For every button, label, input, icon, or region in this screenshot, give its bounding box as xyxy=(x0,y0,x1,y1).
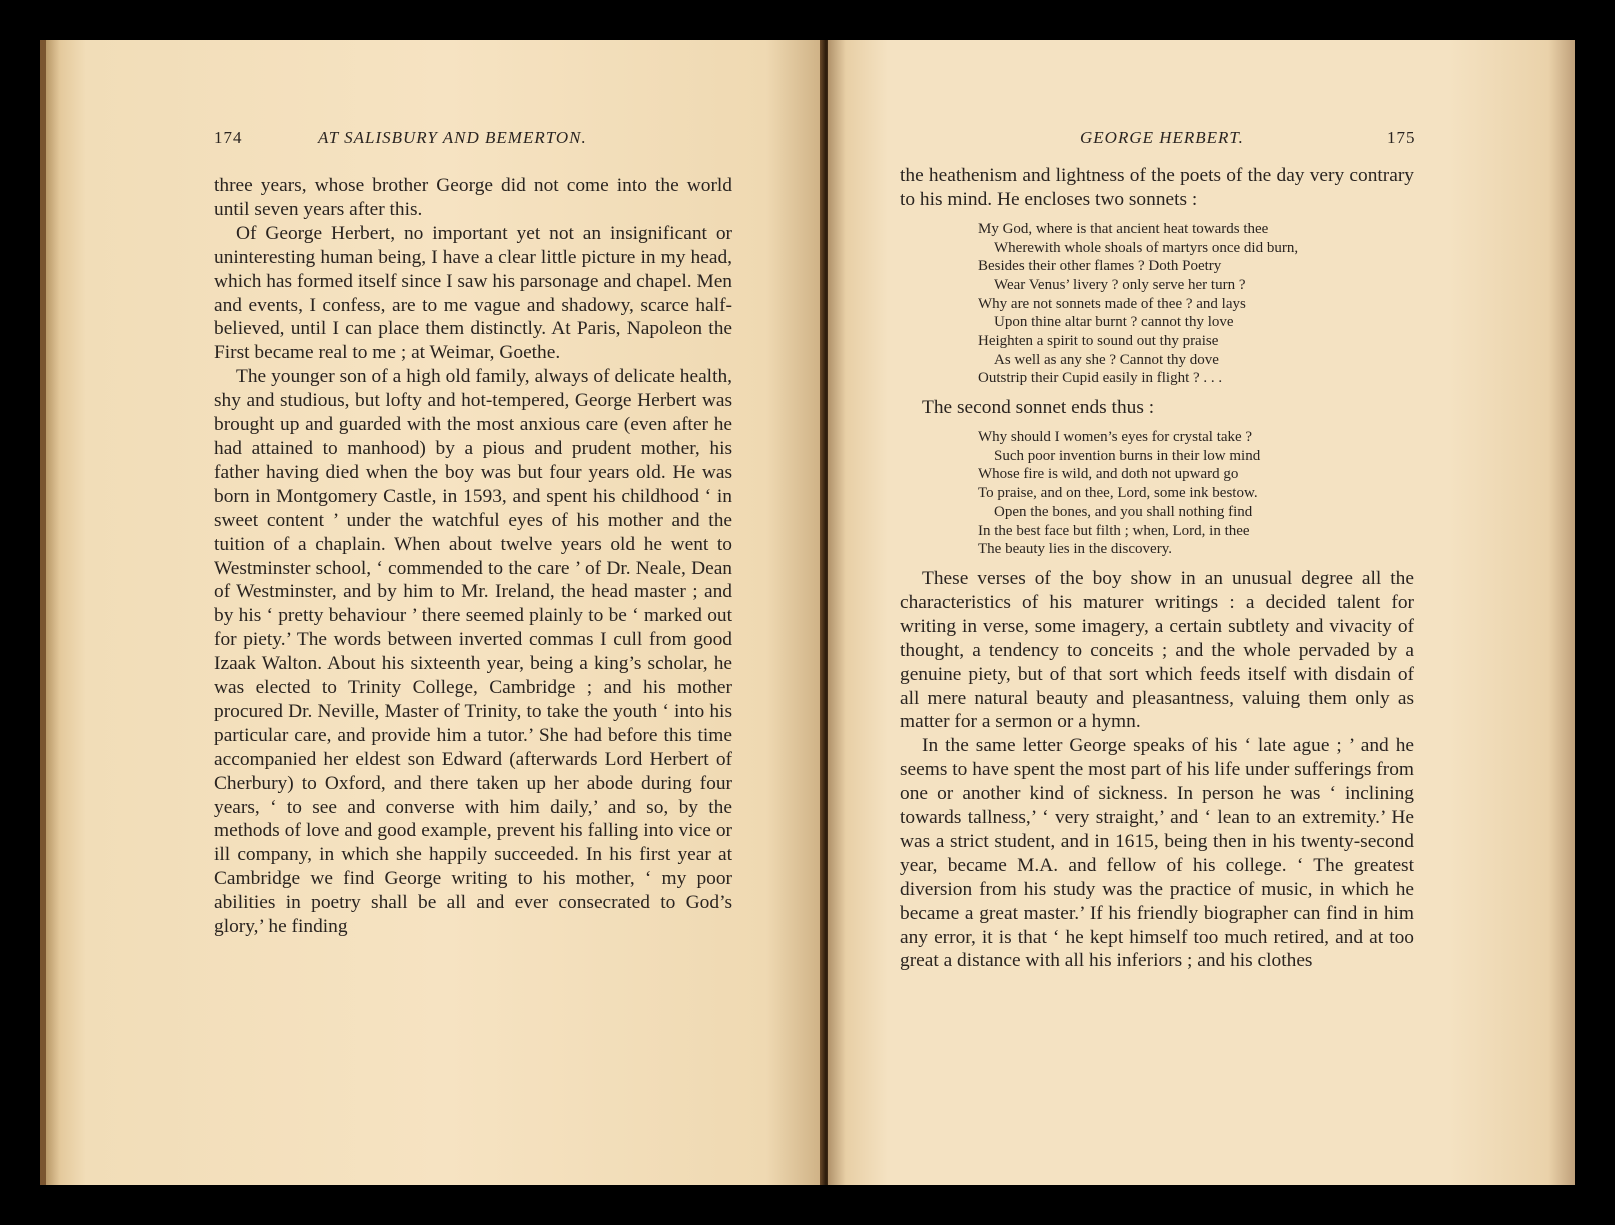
paragraph: Of George Herbert, no important yet not an insignificant or uninteresting human being, I have a clear little picture in my head, which has formed itself since I saw his parsonage and chapel. Men and events, I confess, are to me vague and shadowy, scarce half-believed, until I can place them distinctly. At Paris, Napoleon the First became real to me ; at Weimar, Goethe. xyxy=(214,222,732,364)
verse-line: Upon thine altar burnt ? cannot thy love xyxy=(994,314,1234,331)
sonnet-two xyxy=(978,428,1414,559)
verse-line: As well as any she ? Cannot thy dove xyxy=(994,351,1219,368)
right-running-title: GEORGE HERBERT. xyxy=(1080,128,1244,147)
left-page-text xyxy=(214,174,732,939)
paragraph: three years, whose brother George did not come into the world until seven years after this. xyxy=(214,175,732,220)
verse-line: Outstrip their Cupid easily in flight ? . . . xyxy=(978,370,1223,387)
left-page-number: 174 xyxy=(214,128,243,147)
verse-line: Why should I women’s eyes for crystal take ? xyxy=(978,429,1253,446)
paragraph: the heathenism and lightness of the poets of the day very contrary to his mind. He encloses two sonnets : xyxy=(900,165,1414,210)
verse-line: To praise, and on thee, Lord, some ink bestow. xyxy=(978,485,1258,502)
verse-line: Besides their other flames ? Doth Poetry xyxy=(978,258,1222,275)
verse-line: Open the bones, and you shall nothing find xyxy=(994,503,1253,520)
paragraph: In the same letter George speaks of his ‘ late ague ; ’ and he seems to have spent the most part of his life under sufferings from one or another kind of sickness. In person he was ‘ inclining towards tallness,’ ‘ very straight,’ and ‘ lean to an extremity.’ He was a strict student, and in 1615, being then in his twenty-second year, became M.A. and fellow of his college. ‘ The greatest diversion from his study was the practice of music, in which he became a great master.’ If his friendly biographer can find in him any error, it is that ‘ he kept himself too much retired, and at too great a distance with all his inferiors ; and his clothes xyxy=(900,735,1414,972)
right-page-text xyxy=(900,164,1414,973)
paragraph: The younger son of a high old family, always of delicate health, shy and studious, but lofty and hot-tempered, George Herbert was brought up and guarded with the most anxious care (even after he had attained to manhood) by a pious and prudent mother, his father having died when the boy was but four years old. He was born in Montgomery Castle, in 1593, and spent his childhood ‘ in sweet content ’ under the watchful eyes of his mother and the tuition of a chaplain. When about twelve years old he went to Westminster school, ‘ commended to the care ’ of Dr. Neale, Dean of Westminster, and by him to Mr. Ireland, the head master ; and by his ‘ pretty behaviour ’ there seemed plainly to be ‘ marked out for piety.’ The words between inverted commas I cull from good Izaak Walton. About his sixteenth year, being a king’s scholar, he was elected to Trinity College, Cambridge ; and his mother procured Dr. Neville, Master of Trinity, to take the youth ‘ into his particular care, and provide him a tutor.’ She had before this time accompanied her eldest son Edward (afterwards Lord Herbert of Cherbury) to Oxford, and there taken up her abode during four years, ‘ to see and converse with him daily,’ and so, by the methods of love and good example, prevent his falling into vice or ill company, in which she happily succeeded. In his first year at Cambridge we find George writing to his mother, ‘ my poor abilities in poetry shall be all and ever consecrated to God’s glory,’ he finding xyxy=(214,366,732,938)
verse-line: Such poor invention burns in their low mind xyxy=(994,447,1261,464)
verse-line: Whose fire is wild, and doth not upward go xyxy=(978,466,1239,483)
verse-line: Wear Venus’ livery ? only serve her turn ? xyxy=(994,276,1246,293)
open-book xyxy=(40,40,1575,1185)
paragraph: The second sonnet ends thus : xyxy=(922,397,1155,419)
paragraph: These verses of the boy show in an unusual degree all the characteristics of his maturer writings : a decided talent for writing in verse, some imagery, a certain subtlety and vivacity of thought, a tendency to conceits ; and the whole pervaded by a genuine piety, but of that sort which feeds itself with disdain of all mere natural beauty and pleasantness, valuing them only as matter for a sermon or a hymn. xyxy=(900,567,1414,733)
left-running-title: AT SALISBURY AND BEMERTON. xyxy=(318,128,587,147)
right-page xyxy=(828,40,1575,1185)
verse-line: Heighten a spirit to sound out thy praise xyxy=(978,333,1219,350)
left-page xyxy=(40,40,825,1185)
verse-line: Wherewith whole shoals of martyrs once did burn, xyxy=(994,239,1299,256)
verse-line: The beauty lies in the discovery. xyxy=(978,541,1172,558)
sonnet-one xyxy=(978,220,1414,388)
verse-line: My God, where is that ancient heat towards thee xyxy=(978,220,1269,237)
right-page-number: 175 xyxy=(1387,128,1416,147)
verse-line: In the best face but filth ; when, Lord, in thee xyxy=(978,522,1250,539)
verse-line: Why are not sonnets made of thee ? and lays xyxy=(978,295,1246,312)
